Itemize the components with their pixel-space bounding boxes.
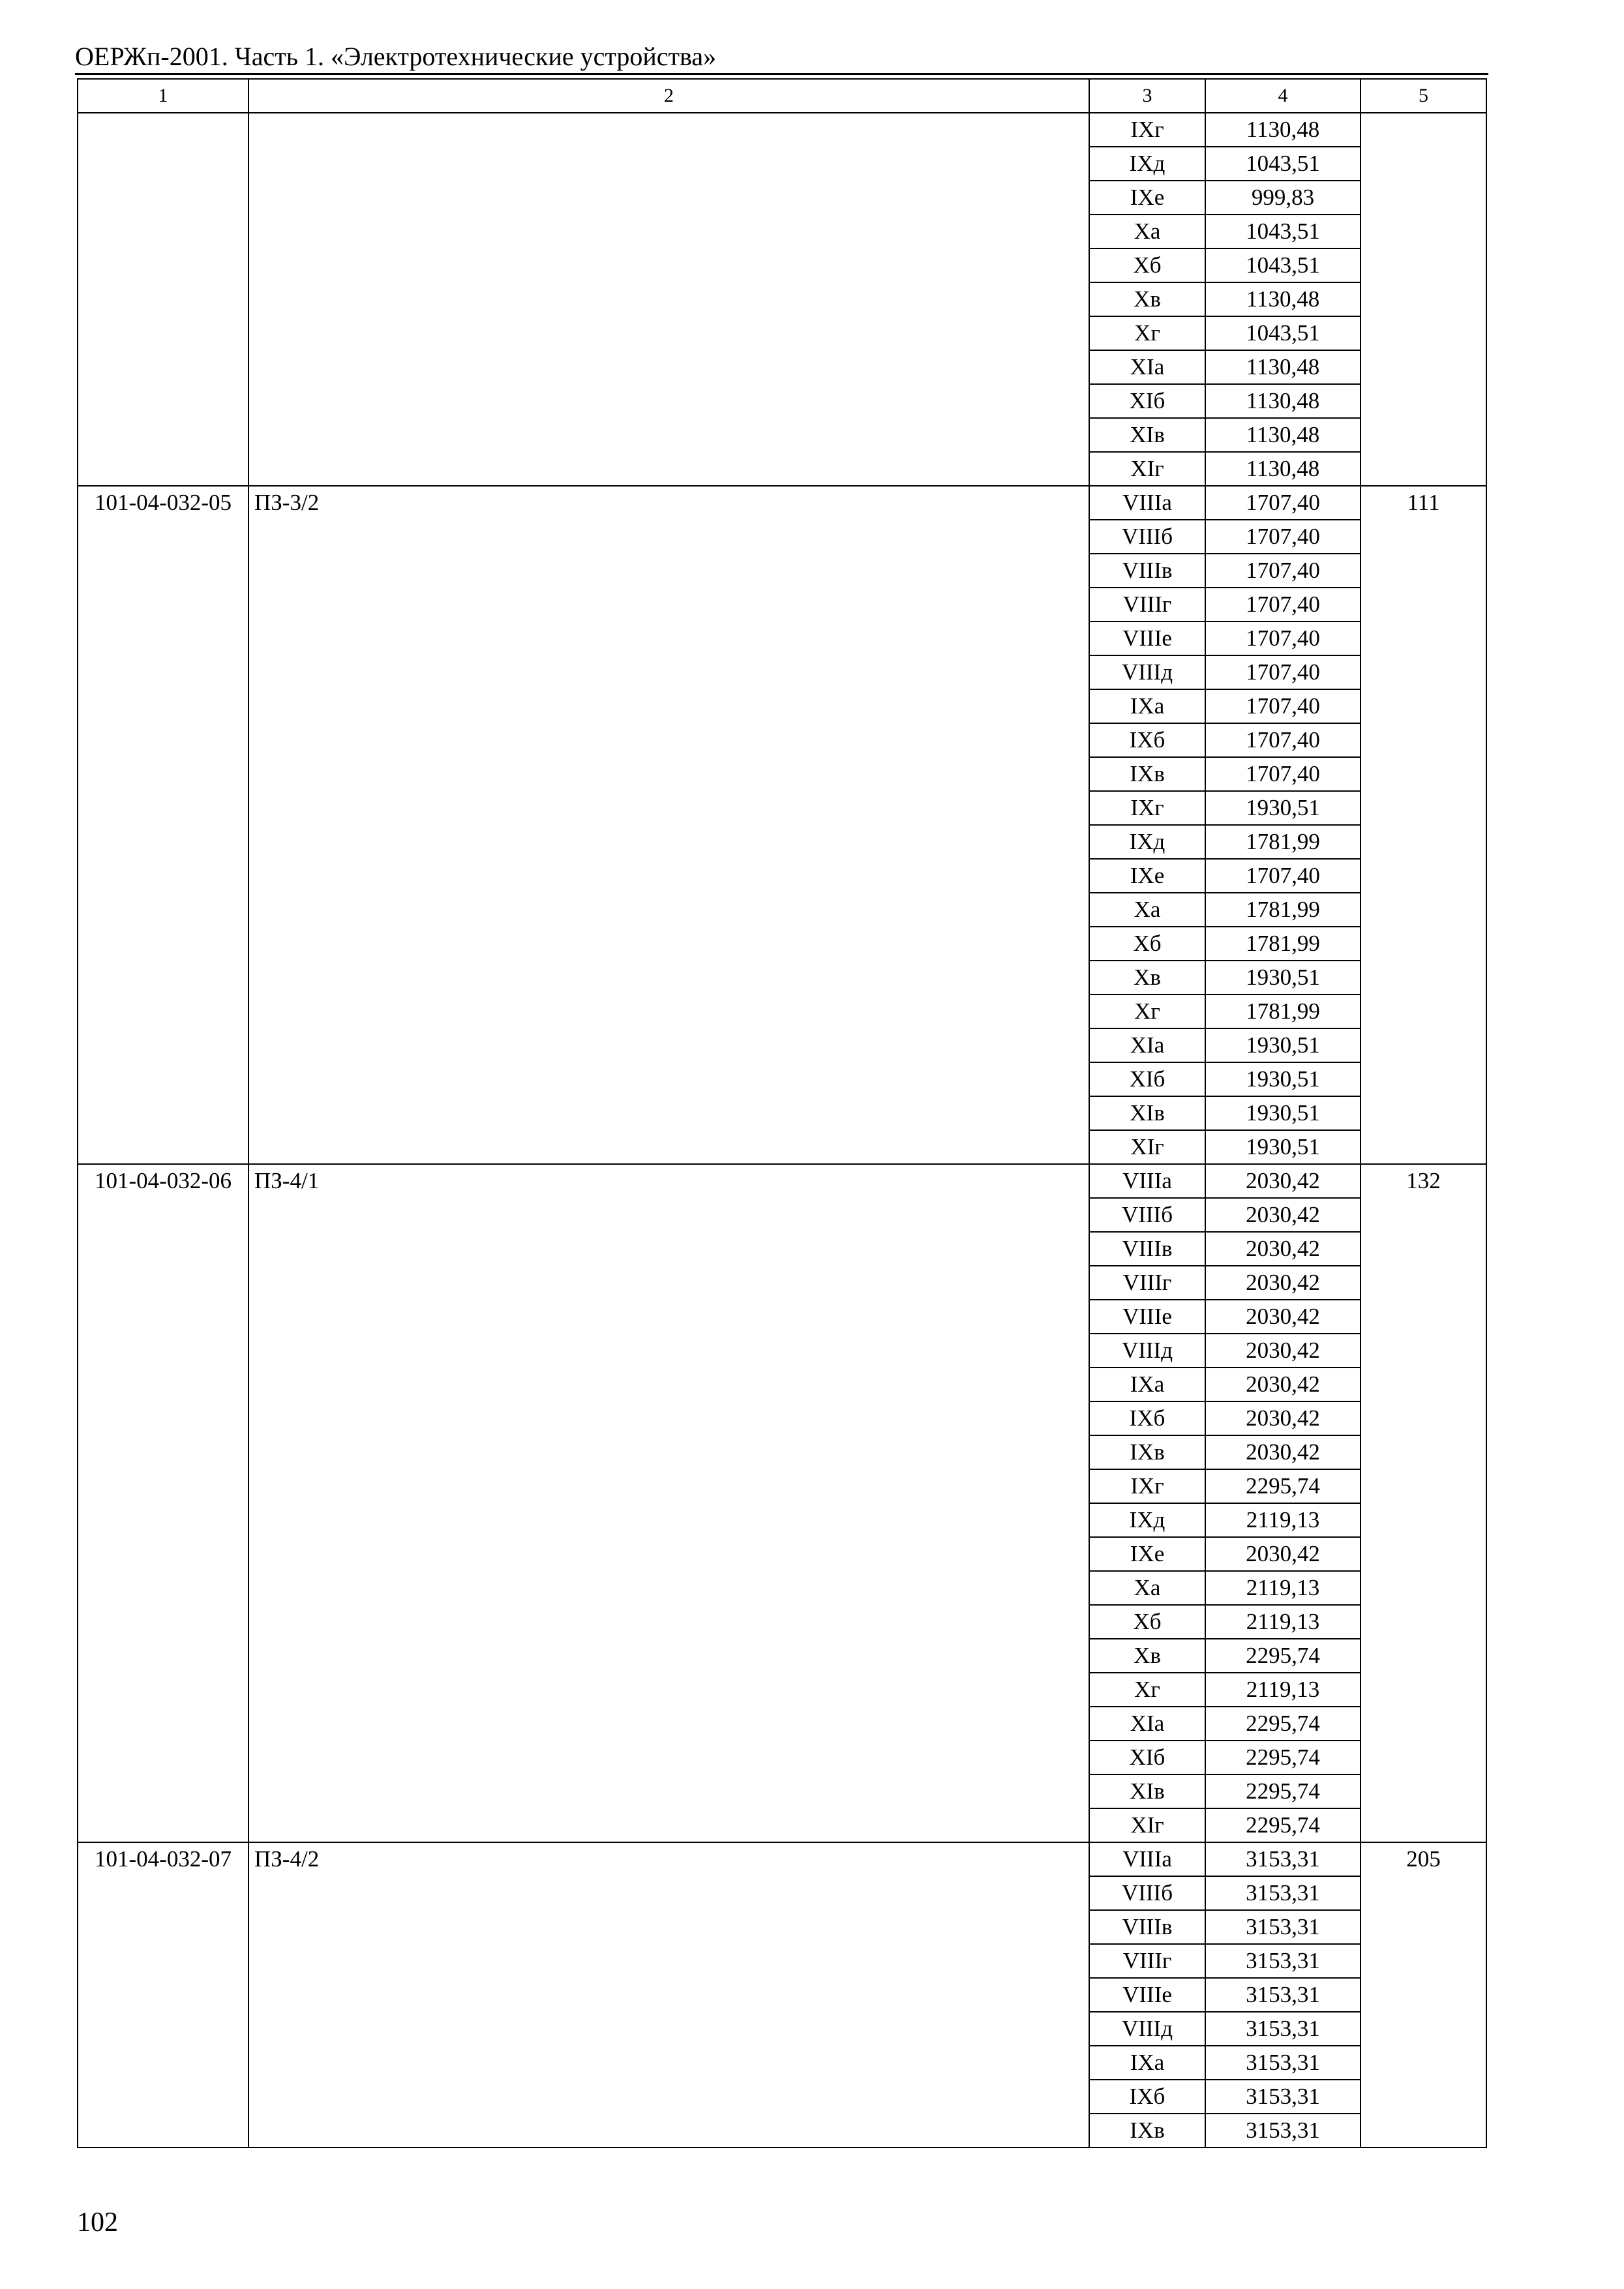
zone-cell: XIг: [1089, 452, 1205, 486]
zone-cell: Xб: [1089, 248, 1205, 282]
price-cell: 1707,40: [1205, 486, 1361, 520]
price-cell: 2295,74: [1205, 1741, 1361, 1774]
zone-cell: XIб: [1089, 1062, 1205, 1096]
zone-cell: XIг: [1089, 1808, 1205, 1842]
zone-cell: IXе: [1089, 1537, 1205, 1571]
price-cell: 1043,51: [1205, 248, 1361, 282]
zone-cell: IXа: [1089, 689, 1205, 723]
header-divider: [75, 73, 1488, 75]
zone-cell: VIIIе: [1089, 1978, 1205, 2012]
price-cell: 2030,42: [1205, 1300, 1361, 1334]
zone-cell: VIIIб: [1089, 1198, 1205, 1232]
zone-cell: IXе: [1089, 859, 1205, 893]
price-cell: 1781,99: [1205, 995, 1361, 1028]
price-cell: 1930,51: [1205, 791, 1361, 825]
zone-cell: VIIIа: [1089, 1164, 1205, 1198]
price-cell: 1707,40: [1205, 588, 1361, 621]
item-value-cell: [1361, 113, 1486, 486]
price-cell: 2030,42: [1205, 1401, 1361, 1435]
zone-cell: Xв: [1089, 961, 1205, 995]
price-cell: 2295,74: [1205, 1707, 1361, 1741]
price-cell: 1130,48: [1205, 282, 1361, 316]
item-value-cell: 111: [1361, 486, 1486, 1164]
table-row: [78, 486, 1486, 520]
item-code-cell: 101-04-032-05: [78, 486, 248, 1164]
item-value-cell: 205: [1361, 1842, 1486, 2147]
price-cell: 1130,48: [1205, 113, 1361, 147]
zone-cell: Xа: [1089, 1571, 1205, 1605]
price-cell: 3153,31: [1205, 1842, 1361, 1876]
price-cell: 1707,40: [1205, 655, 1361, 689]
zone-cell: VIIIе: [1089, 621, 1205, 655]
column-header-1: 1: [78, 79, 248, 113]
price-cell: 2295,74: [1205, 1774, 1361, 1808]
price-cell: 1130,48: [1205, 350, 1361, 384]
table-row: [78, 1842, 1486, 1876]
price-cell: 1930,51: [1205, 1130, 1361, 1164]
price-cell: 999,83: [1205, 181, 1361, 215]
price-cell: 1043,51: [1205, 215, 1361, 248]
item-name-cell: [248, 113, 1089, 486]
column-number-row: [78, 79, 1486, 113]
zone-cell: IXд: [1089, 825, 1205, 859]
zone-cell: Xг: [1089, 995, 1205, 1028]
item-value-cell: 132: [1361, 1164, 1486, 1842]
item-code-cell: [78, 113, 248, 486]
price-cell: 2030,42: [1205, 1232, 1361, 1266]
table-row: [78, 113, 1486, 147]
price-cell: 1043,51: [1205, 147, 1361, 181]
price-cell: 3153,31: [1205, 1978, 1361, 2012]
table-body: [78, 113, 1486, 2147]
price-cell: 2030,42: [1205, 1435, 1361, 1469]
price-cell: 3153,31: [1205, 2080, 1361, 2114]
zone-cell: VIIIа: [1089, 1842, 1205, 1876]
zone-cell: VIIIг: [1089, 1266, 1205, 1300]
zone-cell: VIIIб: [1089, 520, 1205, 554]
zone-cell: IXе: [1089, 181, 1205, 215]
price-cell: 2119,13: [1205, 1503, 1361, 1537]
price-cell: 2030,42: [1205, 1537, 1361, 1571]
price-cell: 3153,31: [1205, 1944, 1361, 1978]
zone-cell: XIа: [1089, 1707, 1205, 1741]
price-cell: 2119,13: [1205, 1673, 1361, 1707]
zone-cell: VIIIд: [1089, 1334, 1205, 1368]
zone-cell: VIIIг: [1089, 588, 1205, 621]
price-cell: 2119,13: [1205, 1605, 1361, 1639]
zone-cell: IXа: [1089, 1368, 1205, 1401]
page-header-title: ОЕРЖп-2001. Часть 1. «Электротехнические устройства»: [75, 42, 717, 71]
zone-cell: VIIIб: [1089, 1876, 1205, 1910]
rates-table: [77, 78, 1487, 2148]
price-cell: 1781,99: [1205, 927, 1361, 961]
price-cell: 2295,74: [1205, 1808, 1361, 1842]
zone-cell: XIб: [1089, 1741, 1205, 1774]
price-cell: 3153,31: [1205, 1910, 1361, 1944]
price-cell: 3153,31: [1205, 1876, 1361, 1910]
price-cell: 2030,42: [1205, 1164, 1361, 1198]
price-cell: 3153,31: [1205, 2046, 1361, 2080]
zone-cell: XIб: [1089, 384, 1205, 418]
zone-cell: VIIIв: [1089, 1910, 1205, 1944]
price-cell: 2030,42: [1205, 1368, 1361, 1401]
zone-cell: Xг: [1089, 316, 1205, 350]
price-cell: 1043,51: [1205, 316, 1361, 350]
price-cell: 1130,48: [1205, 384, 1361, 418]
price-cell: 2030,42: [1205, 1198, 1361, 1232]
zone-cell: VIIIе: [1089, 1300, 1205, 1334]
zone-cell: IXб: [1089, 723, 1205, 757]
item-name-cell: ПЗ-4/1: [248, 1164, 1089, 1842]
zone-cell: VIIIа: [1089, 486, 1205, 520]
zone-cell: Xа: [1089, 215, 1205, 248]
price-cell: 2119,13: [1205, 1571, 1361, 1605]
price-cell: 1781,99: [1205, 893, 1361, 927]
price-cell: 1707,40: [1205, 723, 1361, 757]
zone-cell: XIа: [1089, 1028, 1205, 1062]
item-name-cell: ПЗ-4/2: [248, 1842, 1089, 2147]
zone-cell: VIIIд: [1089, 2012, 1205, 2046]
zone-cell: IXд: [1089, 147, 1205, 181]
zone-cell: IXб: [1089, 2080, 1205, 2114]
price-cell: 1707,40: [1205, 554, 1361, 588]
column-header-4: 4: [1205, 79, 1361, 113]
item-code-cell: 101-04-032-06: [78, 1164, 248, 1842]
price-cell: 1781,99: [1205, 825, 1361, 859]
zone-cell: IXв: [1089, 1435, 1205, 1469]
zone-cell: IXв: [1089, 757, 1205, 791]
zone-cell: Xв: [1089, 1639, 1205, 1673]
price-cell: 1707,40: [1205, 859, 1361, 893]
column-header-5: 5: [1361, 79, 1486, 113]
zone-cell: Xг: [1089, 1673, 1205, 1707]
price-cell: 1707,40: [1205, 689, 1361, 723]
price-cell: 2030,42: [1205, 1266, 1361, 1300]
zone-cell: VIIIг: [1089, 1944, 1205, 1978]
price-cell: 1930,51: [1205, 1096, 1361, 1130]
zone-cell: XIа: [1089, 350, 1205, 384]
price-cell: 2030,42: [1205, 1334, 1361, 1368]
zone-cell: VIIIв: [1089, 554, 1205, 588]
price-cell: 2295,74: [1205, 1469, 1361, 1503]
column-header-2: 2: [248, 79, 1089, 113]
price-cell: 1130,48: [1205, 418, 1361, 452]
zone-cell: IXв: [1089, 2114, 1205, 2147]
zone-cell: Xб: [1089, 1605, 1205, 1639]
price-cell: 1707,40: [1205, 621, 1361, 655]
zone-cell: Xв: [1089, 282, 1205, 316]
zone-cell: IXг: [1089, 113, 1205, 147]
price-cell: 1707,40: [1205, 757, 1361, 791]
price-cell: 1707,40: [1205, 520, 1361, 554]
zone-cell: XIг: [1089, 1130, 1205, 1164]
zone-cell: IXд: [1089, 1503, 1205, 1537]
zone-cell: XIв: [1089, 1096, 1205, 1130]
price-cell: 1930,51: [1205, 961, 1361, 995]
zone-cell: Xа: [1089, 893, 1205, 927]
zone-cell: IXг: [1089, 791, 1205, 825]
price-cell: 2295,74: [1205, 1639, 1361, 1673]
price-cell: 3153,31: [1205, 2114, 1361, 2147]
zone-cell: IXг: [1089, 1469, 1205, 1503]
page-number: 102: [77, 2207, 118, 2237]
price-cell: 1930,51: [1205, 1062, 1361, 1096]
column-header-3: 3: [1089, 79, 1205, 113]
item-name-cell: ПЗ-3/2: [248, 486, 1089, 1164]
price-cell: 1930,51: [1205, 1028, 1361, 1062]
table-row: [78, 1164, 1486, 1198]
zone-cell: VIIIв: [1089, 1232, 1205, 1266]
item-code-cell: 101-04-032-07: [78, 1842, 248, 2147]
zone-cell: IXа: [1089, 2046, 1205, 2080]
zone-cell: IXб: [1089, 1401, 1205, 1435]
zone-cell: Xб: [1089, 927, 1205, 961]
price-cell: 1130,48: [1205, 452, 1361, 486]
zone-cell: XIв: [1089, 1774, 1205, 1808]
zone-cell: VIIIд: [1089, 655, 1205, 689]
zone-cell: XIв: [1089, 418, 1205, 452]
price-cell: 3153,31: [1205, 2012, 1361, 2046]
